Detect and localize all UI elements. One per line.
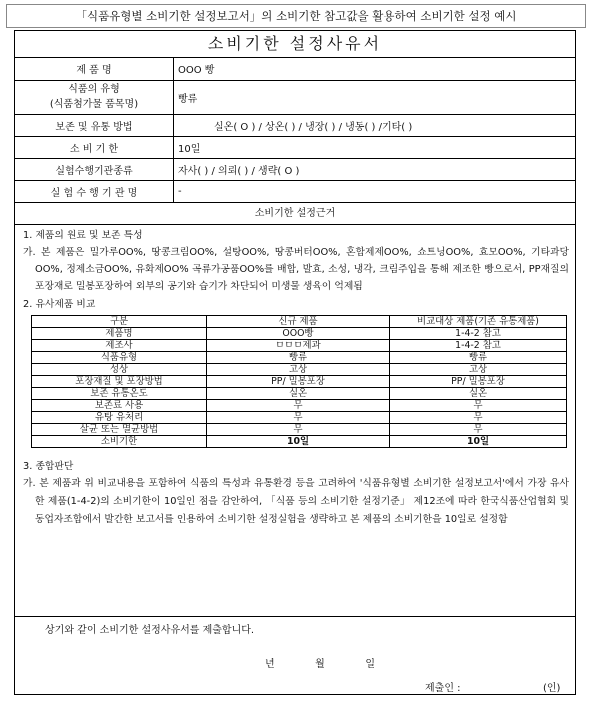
table-cell: ㅁㅁㅁ제과 — [207, 339, 390, 351]
comparison-table — [31, 315, 567, 448]
table-row — [32, 423, 567, 435]
table-cell: 소비기한 — [32, 435, 207, 447]
table-cell: 유탕 유처리 — [32, 411, 207, 423]
table-row — [32, 339, 567, 351]
table-cell: PP/ 밀봉포장 — [390, 375, 567, 387]
comparison-header-row — [32, 315, 567, 327]
info-value: - — [174, 180, 576, 202]
basis-body — [15, 225, 575, 529]
page-title: 「식품유형별 소비기한 설정보고서」의 소비기한 참고값을 활용하여 소비기한 설정 예시 — [6, 4, 586, 28]
info-value: OOO 빵 — [174, 58, 576, 80]
section2-heading: 2. 유사제품 비교 — [23, 298, 96, 310]
table-row — [32, 435, 567, 447]
info-row — [15, 136, 575, 158]
table-cell: 빵류 — [207, 351, 390, 363]
table-cell: 식품유형 — [32, 351, 207, 363]
table-row — [32, 327, 567, 339]
month-label: 월 — [315, 659, 325, 670]
document-frame — [14, 30, 576, 695]
info-label: 실 험 수 행 기 관 명 — [15, 180, 174, 202]
section1-heading: 1. 제품의 원료 및 보존 특성 — [23, 229, 143, 241]
info-value: 자사( ) / 의뢰( ) / 생략( O ) — [174, 158, 576, 180]
section1-text: 가. 본 제품은 밀가루OO%, 땅콩크림OO%, 설탕OO%, 땅콩버터OO%, 혼합제제OO%, 쇼트닝OO%, 효모OO%, 기타과당OO%, 정제소금OO%, 유화제OO% 곡류가공품OO%를 배합, 발효, 소성, 냉각, 크림주입을 통해 제조한 빵으로서, PP재질의 포장재로 밀봉포장하여 외부의 공기와 습기가 차단되어 미생물 생육이 억제됨 — [23, 246, 569, 292]
seal-label: (인) — [543, 683, 561, 694]
basis-heading: 소비기한 설정근거 — [15, 203, 575, 225]
info-label: 실험수행기관종류 — [15, 158, 174, 180]
table-cell: 무 — [207, 411, 390, 423]
table-cell: 무 — [390, 399, 567, 411]
table-cell: 고상 — [207, 363, 390, 375]
info-label: 소 비 기 한 — [15, 136, 174, 158]
table-cell: 무 — [207, 399, 390, 411]
table-cell: 실온 — [207, 387, 390, 399]
table-cell: 무 — [390, 423, 567, 435]
table-row — [32, 411, 567, 423]
doc-title: 소비기한 설정사유서 — [15, 31, 575, 58]
table-cell: 10일 — [207, 435, 390, 447]
table-cell: 10일 — [390, 435, 567, 447]
info-row — [15, 158, 575, 180]
info-row — [15, 58, 575, 80]
table-cell: 1-4-2 참고 — [390, 339, 567, 351]
info-label: 제 품 명 — [15, 58, 174, 80]
table-cell: 고상 — [390, 363, 567, 375]
table-row — [32, 375, 567, 387]
table-cell: 제조사 — [32, 339, 207, 351]
table-cell: 빵류 — [390, 351, 567, 363]
info-row — [15, 180, 575, 202]
day-label: 일 — [365, 659, 375, 670]
info-row — [15, 80, 575, 114]
table-cell: 무 — [390, 411, 567, 423]
table-row — [32, 363, 567, 375]
table-cell: 성상 — [32, 363, 207, 375]
table-cell: 실온 — [390, 387, 567, 399]
info-value: 빵류 — [174, 80, 576, 114]
table-cell: 무 — [207, 423, 390, 435]
year-label: 년 — [265, 659, 275, 670]
table-cell: 보존료 사용 — [32, 399, 207, 411]
table-cell: 제품명 — [32, 327, 207, 339]
column-header: 신규 제품 — [207, 315, 390, 327]
table-cell: 살균 또는 멸균방법 — [32, 423, 207, 435]
column-header: 비교대상 제품(기존 유통제품) — [390, 315, 567, 327]
table-cell: PP/ 밀봉포장 — [207, 375, 390, 387]
table-cell: 1-4-2 참고 — [390, 327, 567, 339]
table-row — [32, 351, 567, 363]
section3-heading: 3. 종합판단 — [23, 460, 74, 472]
info-row — [15, 114, 575, 136]
column-header: 구분 — [32, 315, 207, 327]
table-row — [32, 399, 567, 411]
info-value: 10일 — [174, 136, 576, 158]
table-row — [32, 387, 567, 399]
info-label-text: 식품의 유형 (식품첨가물 품목명) — [49, 84, 139, 110]
section3-text: 가. 본 제품과 위 비교내용을 포함하여 식품의 특성과 유통환경 등을 고려하여 '식품유형별 소비기한 설정보고서'에서 가장 유사한 제품(1-4-2)의 소비기한이 10일인 점을 감안하여, 「식품 등의 소비기한 설정기준」 제12조에 따라 한국식품산업협회 및 동업자조합에서 발간한 보고서를 인용하여 소비기한 설정실험을 생략하고 본 제품의 소비기한을 10일로 설정함 — [23, 477, 569, 525]
info-table — [15, 58, 575, 203]
info-label: 보존 및 유통 방법 — [15, 114, 174, 136]
declaration-footer — [15, 616, 575, 694]
table-cell: OOO빵 — [207, 327, 390, 339]
table-cell: 보존 유통온도 — [32, 387, 207, 399]
declaration-text: 상기와 같이 소비기한 설정사유서를 제출합니다. — [45, 625, 255, 636]
info-value: 실온( O ) / 상온( ) / 냉장( ) / 냉동( ) /기타( ) — [174, 114, 576, 136]
date-line — [265, 655, 375, 670]
table-cell: 포장재질 및 포장방법 — [32, 375, 207, 387]
info-label — [15, 80, 174, 114]
submitter-label: 제출인 : — [425, 683, 461, 694]
